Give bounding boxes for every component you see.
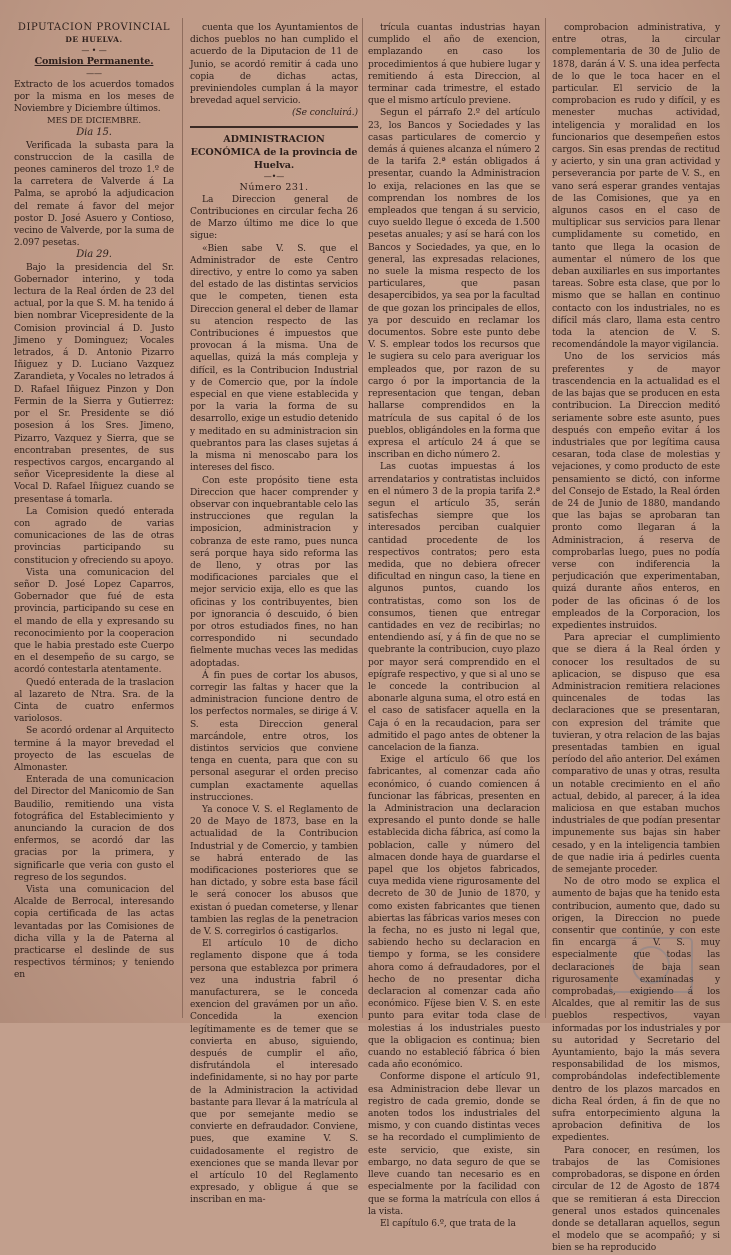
section-heading: ADMINISTRACION ECONÓMICA de la provincia de Huelva. xyxy=(190,133,358,171)
continued-note: (Se concluirá.) xyxy=(292,108,358,119)
column-divider xyxy=(545,18,546,1018)
column-2 xyxy=(190,22,358,1206)
paragraph: La Comision quedó enterada con agrado de varias comunicaciones de las de otras provincias participando su constitucion y ofreciendo su apoyo. xyxy=(14,506,174,566)
paragraph: Se acordó ordenar al Arquitecto termine á la mayor brevedad el proyecto de las escuelas de Almonaster. xyxy=(14,726,174,773)
divider xyxy=(190,126,358,128)
paragraph: Enterada de una comunicacion del Director del Manicomio de San Baudilio, remitiendo una vista fotográfica del Establecimiento y anunciando la curacion de dos enfermos, se acordó dar las gracias por la primera, y significarle que veria con gusto el regreso de los segundos. xyxy=(14,775,174,883)
extract-note: Extracto de los acuerdos tomados por la misma en los meses de Noviembre y Diciembre últimos. xyxy=(14,79,174,115)
paragraph: Con este propósito tiene esta Direccion que hacer comprender y observar con inquebrantable celo las instrucciones que regulan la imposicion, administracion y cobranza de este ramo, pues nunca será porque haya sido reforma las de lleno, y otras por las modificaciones parciales que el mejor servicio exija, ello es que las oficinas y los contribuyentes, bien por ignorancia ó descuido, ó bien por otros estudiados fines, no han correspondido ni secundado fielmente muchas veces las medidas adoptadas. xyxy=(190,475,358,669)
paragraph: Para apreciar el cumplimiento que se diera á la Real órden y conocer los resultados de su aplicacion, se dispuso que esa Administracion remitiera relaciones quincenales de todas las declaraciones que se presentaran, con expresion del trámite que tuvieran, y otra relacion de las bajas presentadas tambien en igual período del año anterior. Del exámen comparativo de unas y otras, resulta un notable crecimiento en el año actual, debido, al parecer, á la idea maliciosa en que estaban muchos industriales de que podían presentar impunemente sus bajas sin haber cesado, y en la inteligencia tambien de que nadie iria á pedirles cuenta de semejante proceder. xyxy=(552,633,720,876)
paragraph: Segun el párrafo 2.º del artículo 23, los Bancos y Sociedades y las casas particulares de comercio y demás á quienes alcanza el número 2 de la tarifa 2.ª están obligados á presentar, cuando la Administracion lo exija, relaciones en las que se comprendan los nombres de los empleados que tengan á su servicio, cuyo sueldo llegue ó exceda de 1.500 pesetas anuales; y así se hará con los Bancos y Sociedades, ya que, en lo general, las expresadas relaciones, no suele la misma respecto de los particulares, que pasan desapercibidos, ya sea por la facultad de que gozan los principales de ellos, ya por descuido en reclamar los documentos. Sobre este punto debe V. S. emplear todos los recursos que le sugiera su celo para averiguar los empleados que, por razon de su cargo ó por la importancia de la representacion que tengan, deban hallarse comprendidos en la matrícula de sus capital ó de los pueblos, obligándoles en la forma que expresa el artículo 24 á que se inscriban en dicho número 2. xyxy=(368,108,540,461)
paragraph: Quedó enterada de la traslacion al lazareto de Ntra. Sra. de la Cinta de cuatro enfermos variolosos. xyxy=(14,677,174,725)
divider: — • — xyxy=(81,46,107,56)
document-number: Número 231. xyxy=(239,181,309,193)
column-4 xyxy=(552,22,720,1254)
paragraph: No de otro modo se explica el aumento de bajas que ha tenido esta contribucion, aumento que, dado su origen, la Direccion no puede consentir que continúe, y con este fin encarga á V. S. muy especialmente que todas las declaraciones de baja sean rigurosamente examinadas y comprobadas, exigiendo á los Alcaldes, que al remitir las de sus pueblos respectivos, vayan informadas por los industriales y por su autoridad y Secretario del Ayuntamiento, bajo la más severa responsabilidad de los mismos, comprobándolas indefectiblemente dentro de los plazos marcados en dicha Real órden, á fin de que no sufra entorpecimiento alguna la aprobacion definitiva de los expedientes. xyxy=(552,877,720,1144)
section-title: DIPUTACION PROVINCIAL xyxy=(17,22,171,33)
paragraph: Vista una comunicacion del señor D. José Lopez Caparros, Gobernador que fué de esta provincia, participando su cese en el mando de ella y expresando su reconocimiento por la cooperacion que le habia prestado este Cuerpo en el desempeño de su cargo, se acordó contestarla atentamente. xyxy=(14,567,174,676)
paragraph: Bajo la presidencia del Sr. Gobernador interino, y toda lectura de la Real órden de 23 del actual, por la que S. M. ha tenido á bien nombrar Vicepresidente de la Comision provincial á D. Justo Jimeno y Dominguez; Vocales letrados, á D. Antonio Pizarro Iñiguez y D. Luciano Vazquez Zarandieta, y Vocales no letrados á D. Rafael Iñiguez Pinzon y Don Fermin de la Sierra y Gutierrez: por el Sr. Presidente se dió posesion á los Sres. Jimeno, Pizarro, Vazquez y Sierra, que se encontraban presentes, de sus respectivos cargos, encargando al señor Vicepresidente la diese al Vocal D. Rafael Iñiguez cuando se presentase á tomarla. xyxy=(14,262,174,505)
library-stamp-icon xyxy=(606,930,696,1000)
divider: —•— xyxy=(263,171,285,181)
paragraph: Uno de los servicios más preferentes y de mayor trascendencia en la actualidad es el de las bajas que se producen en esta contribucion. La Direccion meditó seriamente sobre este asunto, pues después con empeño evitar á los industriales que por legítima causa cesaran, toda clase de molestias y vejaciones, y como producto de este pensamiento se dictó, con informe del Consejo de Estado, la Real órden de 24 de Junio de 1880, mandando que las bajas se aprobaran tan pronto como llegaran á la Administracion, á reserva de comprobarlas luego, pues no podía verse con indiferencia la perjudicación que experimentaban, quizá durante años enteros, en poder de las oficinas ó de los empleados de la Corporacion, los expedientes instruidos. xyxy=(552,352,720,631)
paragraph: Las cuotas impuestas á los arrendatarios y contratistas incluidos en el número 3 de la propia tarifa 2.ª segun el artículo 35, serán satisfechas siempre que los interesados perciban cualquier cantidad procedente de los respectivos contratos; pero esta medida, que no debiera ofrecer dificultad en ningun caso, la tiene en algunos puntos, cuando los contratistas, como son los de consumos, tienen que entregar cantidades en vez de recibirlas; no entendiendo así, y á fin de que no se quebrante la contribucion, cuyo plazo por mayor será comprendido en el epígrafe respectivo, y que si al uno se le concede la contribucion al abonarle alguna suma, el otro está en el caso de satisfacer aquella en la Caja ó en la recaudacion, para ser admitido el pago antes de obtener la cancelacion de la fianza. xyxy=(368,462,540,753)
paragraph: trícula cuantas industrias hayan cumplido el año de exencion, emplazando en caso los procedimientos á que hubiere lugar y remitiendo á esta Direccion, al terminar cada trimestre, el estado que el mismo artículo previene. xyxy=(368,23,540,107)
paragraph: Para conocer, en resúmen, los trabajos de las Comisiones comprobadoras, se dispone en órden circular de 12 de Agosto de 1874 que se remitieran á esta Direccion general unos estados quincenales donde se detallaran aquellos, segun el modelo que se acompañó; y si bien se ha reproducido xyxy=(552,1145,720,1254)
divider: —— xyxy=(86,68,102,78)
section-heading: Comision Permanente. xyxy=(34,56,154,68)
paragraph: El capítulo 6.º, que trata de la xyxy=(380,1218,516,1229)
paragraph: Vista una comunicacion del Alcalde de Berrocal, interesando copia certificada de las actas levantadas por las Comisiones de dicha villa y la de Paterna al practicarse el deslinde de sus respectivos términos; y teniendo en xyxy=(14,885,174,981)
section-subtitle: DE HUELVA. xyxy=(65,35,123,45)
column-divider xyxy=(182,18,183,1018)
paragraph: Verificada la subasta para la construccion de la casilla de peones camineros del trozo 1.º de la carretera de Valverde á La Palma, se aprobó la adjudicacion del remate á favor del mejor postor D. José Asuero y Contioso, vecino de Valverde, por la suma de 2.097 pesetas. xyxy=(14,140,174,249)
day-heading: Dia 15. xyxy=(76,127,112,139)
paragraph: cuenta que los Ayuntamientos de dichos pueblos no han cumplido el acuerdo de la Diputacion de 11 de Junio, se acordó remitir á cada uno copia de dichas actas, previniendoles cumplan á la mayor brevedad aquel servicio. xyxy=(190,23,358,107)
paragraph: comprobacion administrativa, y entre otras, la circular complementaria de 30 de Julio de 1878, darán á V. S. una idea perfecta de lo que le toca hacer en el particular. El servicio de la comprobacion es rudo y difícil, y es menester muchas actividad, inteligencia y moralidad en los funcionarios que desempeñen estos cargos. Sin esas prendas de rectitud y acierto, y sin una gran actividad y perseverancia por parte de V. S., en vano será esperar grandes ventajas de las Comisiones, que ya en algunos casos en el caso de multiplicar sus servicios para llenar cumplidamente su cometido, en tanto que llega la ocasion de aumentar el número de los que deban auxiliarles en sus importantes tareas. Sobre esta clase, que por lo mismo que se hallan en continuo contacto con los industriales, no es difícil más claro, llama esta centro toda la atencion de V. S. recomendándole la mayor vigilancia. xyxy=(552,23,720,351)
paragraph: Á fin pues de cortar los abusos, corregir las faltas y hacer que la administracion funcione dentro de los perfectos normales, se dirige á V. S. esta Direccion general marcándole, entre otros, los distintos servicios que conviene tenga en cuenta, para que con su personal asegurar el orden preciso cumplan exactamente aquellas instrucciones. xyxy=(190,670,358,803)
paragraph: La Direccion general de Contribuciones en circular fecha 26 de Marzo último me dice lo que sigue: xyxy=(190,194,358,242)
paragraph: Conforme dispone el artículo 91, esa Administracion debe llevar un registro de cada gremio, donde se anoten todos los industriales del mismo, y con cuando distintas veces se ha recordado el cumplimiento de este servicio, que existe, sin embargo, no data seguro de que se lleve cuando tan necesario es en especialmente por la facilidad con que se forma la matrícula con ellos á la vista. xyxy=(368,1072,540,1217)
column-divider xyxy=(362,18,363,1018)
day-heading: Dia 29. xyxy=(76,249,112,261)
paragraph: El artículo 10 de dicho reglamento dispone que á toda persona que establezca por primera vez una industria fabril ó manufacturera, se le conceda exencion del gravámen por un año. Concedida la exencion legítimamente es de temer que se convierta en abuso, siguiendo, después de cumplir el año, disfrutándola el interesado indefinidamente, si no hay por parte de la Administracion la actividad bastante para llevar á la matrícula al que por semejante medio se convierte en defraudador. Conviene, pues, que examine V. S. cuidadosamente el registro de exenciones que se manda llevar por el artículo 10 del Reglamento expresado, y obligue á que se inscriban en ma- xyxy=(190,939,358,1206)
paragraph: Ya conoce V. S. el Reglamento de 20 de Mayo de 1873, base en la actualidad de la Contribucion Industrial y de Comercio, y tambien se habrá enterado de las modificaciones posteriores que se han dictado, y sobre esta base fácil le será conocer los abusos que existan ó puedan cometerse, y llenar tambien las reglas de la penetracion de V. S. corregirlos ó castigarlos. xyxy=(190,804,358,938)
column-3 xyxy=(368,22,540,1229)
paragraph: Exige el artículo 66 que los fabricantes, al comenzar cada año económico, ó cuando comiencen á funcionar las fábricas, presenten en la Administracion una declaracion expresando el punto donde se halle establecida dicha fábrica, así como la poblacion, calle y número del almacen donde haya de guardarse el papel que los objetos fabricados, cuya medida viene rigurosamente del decreto de 30 de Junio de 1870, y como existen fabricantes que tienen abiertas las fábricas varios meses con la fecha, no es justo ni legal que, sabiendo hecho su declaracion en tiempo y forma, se les considere ahora como á defraudadores, por el hecho de no presentar dicha declaracion al comenzar cada año económico. Fíjese bien V. S. en este punto para evitar toda clase de molestias á los industriales puesto que la obligacion es continua; bien cuando no estableció fábrica ó bien cada año económico. xyxy=(368,755,540,1071)
paragraph: «Bien sabe V. S. que el Administrador de este Centro directivo, y entre lo como ya saben del estado de las distintas servicios que le competen, tienen esta Direccion general el deber de llamar su atencion respecto de las Contribuciones é impuestos que provocan á la misma. Una de aquellas, quizá la más compleja y difícil, es la Contribucion Industrial y de Comercio que, por la índole especial en que viene establecida y por la varia la forma de su desarrollo, exige un estudio detenido y meditado en su administracion sin quebrantos para las clases sujetas á la misma ni menoscabo para los intereses del fisco. xyxy=(190,243,358,474)
month-heading: MES DE DICIEMBRE. xyxy=(47,116,141,127)
column-1 xyxy=(14,22,174,1017)
